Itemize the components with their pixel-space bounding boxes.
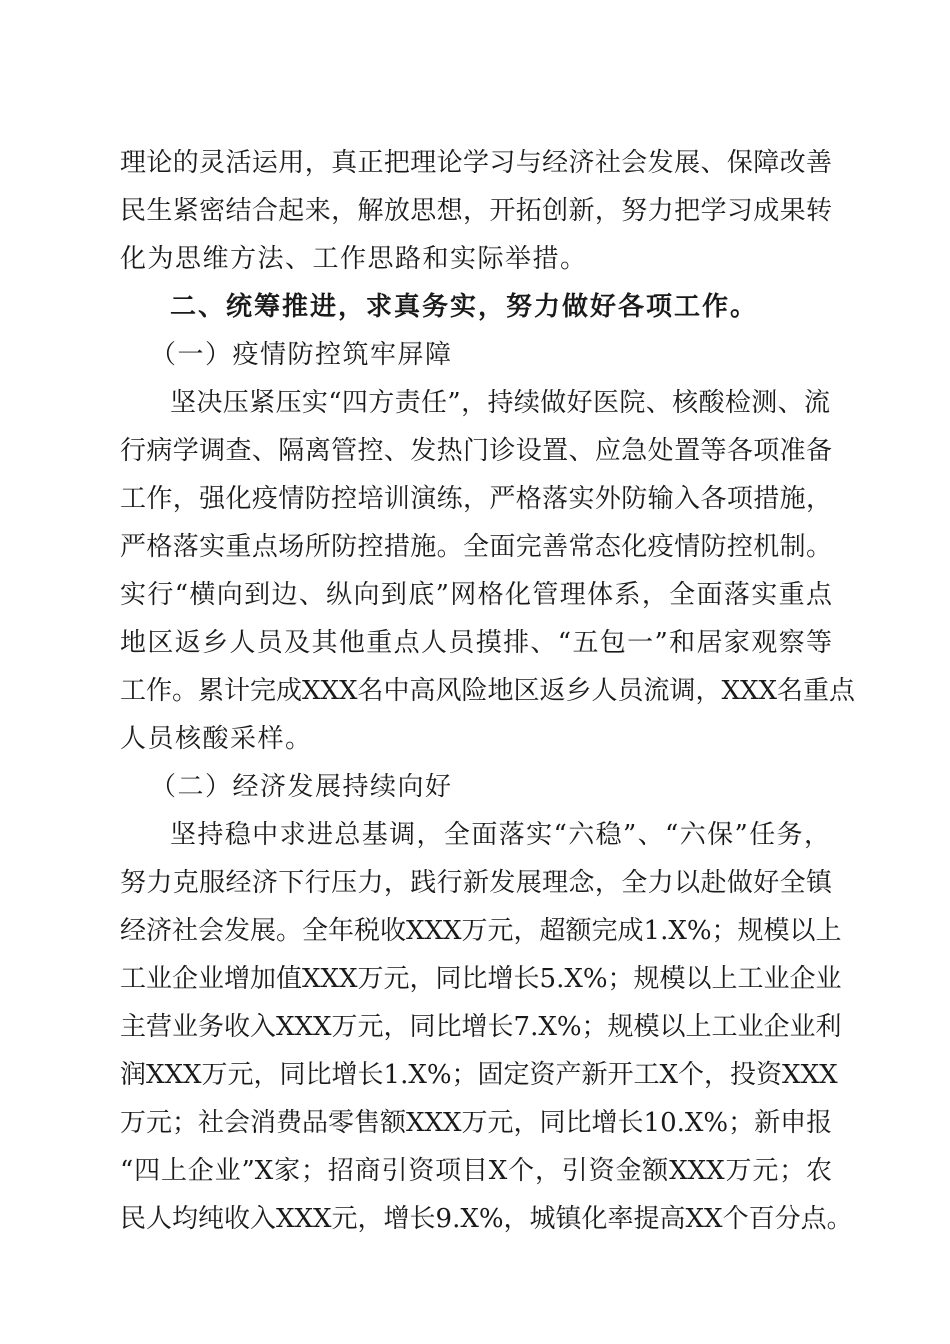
body-text-line: 万元；社会消费品零售额XXX万元，同比增长10.X%；新申报 [120, 1108, 833, 1138]
body-text-line: 民人均纯收入XXX元，增长9.X%，城镇化率提高XX个百分点。 [120, 1204, 853, 1234]
body-text-line: 地区返乡人员及其他重点人员摸排、“五包一”和居家观察等 [120, 628, 832, 658]
body-text-line: “四上企业”X家；招商引资项目X个，引资金额XXX万元；农 [120, 1156, 832, 1186]
body-text-line: 人员核酸采样。 [120, 724, 313, 754]
body-text-line: 工作，强化疫情防控培训演练，严格落实外防输入各项措施， [120, 484, 832, 514]
body-text-line: 理论的灵活运用，真正把理论学习与经济社会发展、保障改善 [120, 148, 832, 178]
body-text-line: 工作。累计完成XXX名中高风险地区返乡人员流调，XXX名重点 [120, 676, 856, 706]
body-text-line: 努力克服经济下行压力，践行新发展理念，全力以赴做好全镇 [120, 868, 832, 898]
body-text-line: 民生紧密结合起来，解放思想，开拓创新，努力把学习成果转 [120, 196, 832, 226]
body-text-line: 坚持稳中求进总基调，全面落实“六稳”、“六保”任务， [170, 820, 830, 850]
subsection-heading: （二）经济发展持续向好 [150, 772, 453, 802]
body-text-line: 主营业务收入XXX万元，同比增长7.X%；规模以上工业企业利 [120, 1012, 842, 1042]
body-text-line: 实行“横向到边、纵向到底”网格化管理体系，全面落实重点 [120, 580, 832, 610]
body-text-line: 严格落实重点场所防控措施。全面完善常态化疫情防控机制。 [120, 532, 832, 562]
body-text-line: 经济社会发展。全年税收XXX万元，超额完成1.X%；规模以上 [120, 916, 842, 946]
body-text-line: 行病学调查、隔离管控、发热门诊设置、应急处置等各项准备 [120, 436, 832, 466]
section-heading: 二、统筹推进，求真务实，努力做好各项工作。 [170, 292, 759, 322]
body-text-line: 坚决压紧压实“四方责任”，持续做好医院、核酸检测、流 [170, 388, 830, 418]
body-text-line: 润XXX万元，同比增长1.X%；固定资产新开工X个，投资XXX [120, 1060, 838, 1090]
body-text-line: 化为思维方法、工作思路和实际举措。 [120, 244, 588, 274]
body-text-line: 工业企业增加值XXX万元，同比增长5.X%；规模以上工业企业 [120, 964, 842, 994]
subsection-heading: （一）疫情防控筑牢屏障 [150, 340, 453, 370]
